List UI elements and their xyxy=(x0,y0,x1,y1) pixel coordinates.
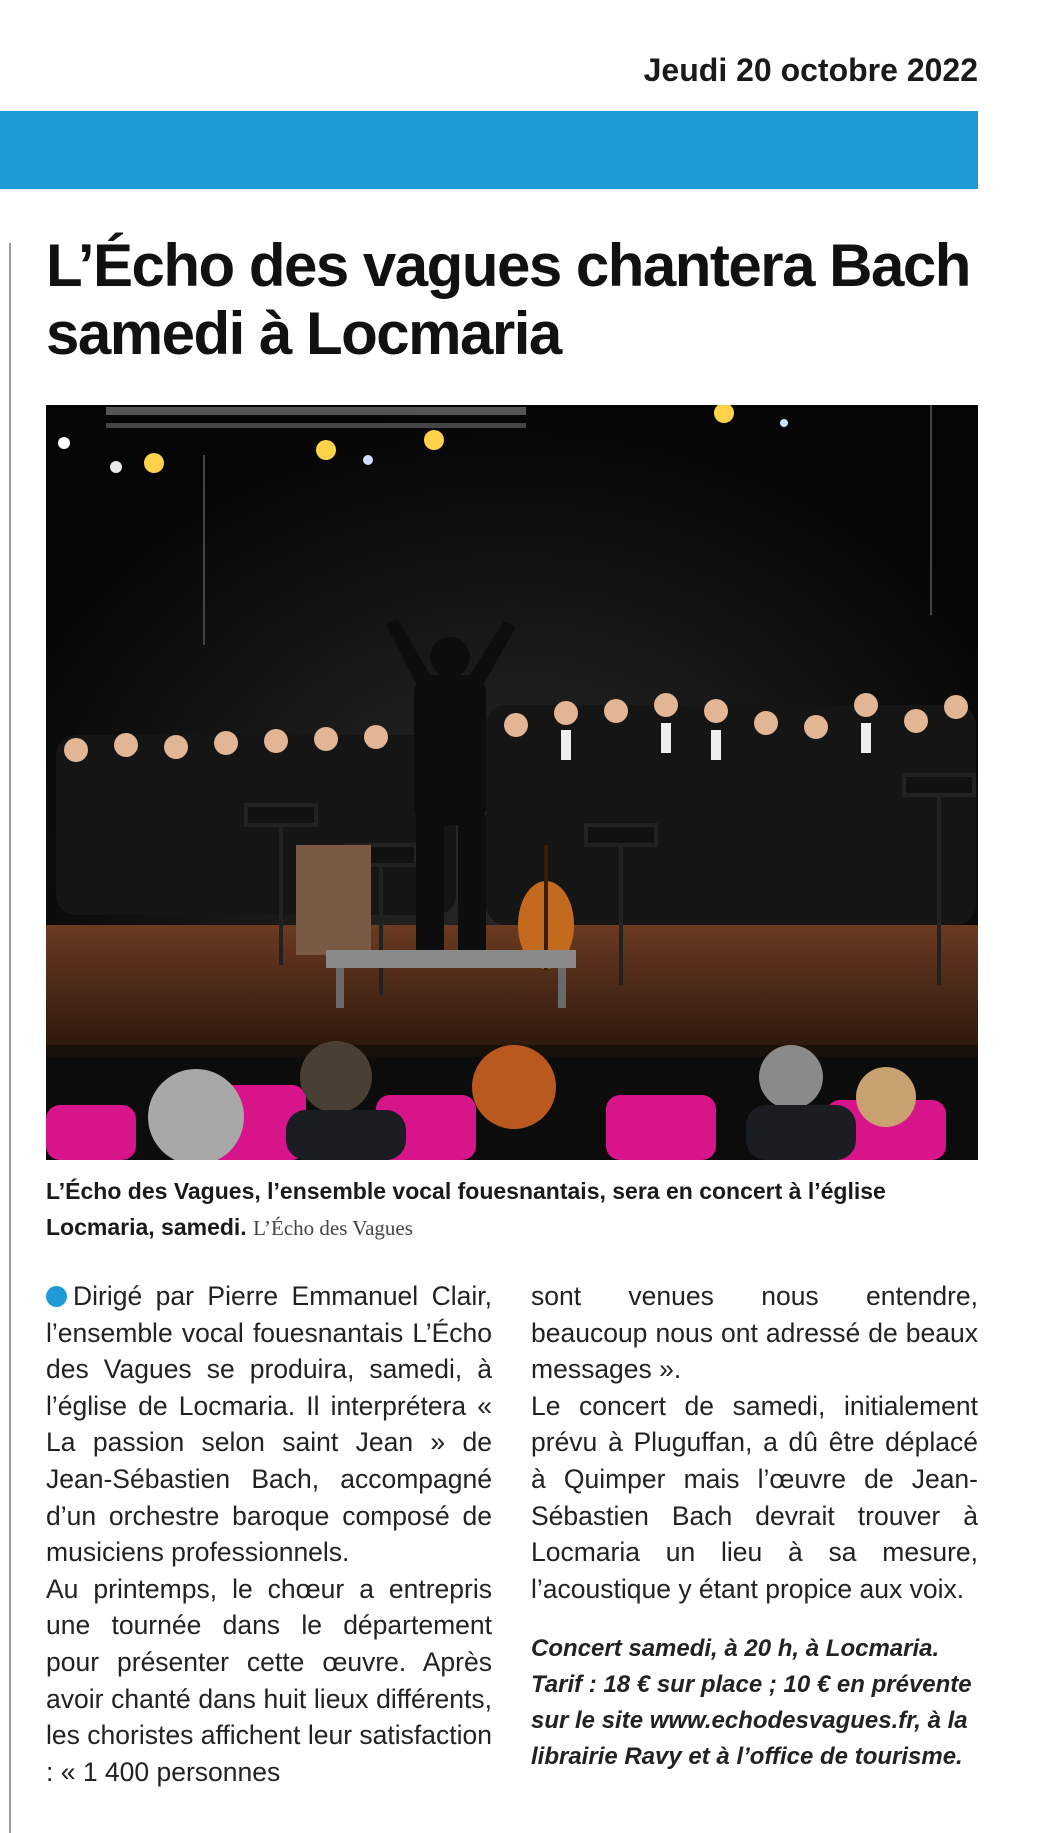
body-paragraph: sont venues nous entendre, beaucoup nous ont adressé de beaux messages ». xyxy=(531,1281,978,1385)
article-headline: L’Écho des vagues chantera Bach samedi à Locmaria xyxy=(46,232,970,367)
body-paragraph: Le concert de samedi, initialement prévu à Pluguffan, a dû être déplacé à Quimper mais l’œuvre de Jean-Sébastien Bach devrait trouver à Locmaria un lieu à sa mesure, l’acoustique y étant propice aux voix. xyxy=(531,1390,978,1604)
concert-illustration xyxy=(46,405,978,1160)
lead-paragraph xyxy=(46,1278,492,1571)
bullet-dot xyxy=(46,1286,67,1307)
article-column-2 xyxy=(531,1278,978,1775)
practical-info: Concert samedi, à 20 h, à Locmaria. Tarif : 18 € sur place ; 10 € en prévente sur le site www.echodesvagues.fr, à la librairie Ravy et à l’office de tourisme. xyxy=(531,1635,972,1771)
column-rule xyxy=(9,243,11,1833)
article-column-1 xyxy=(46,1278,492,1790)
header-color-band xyxy=(0,111,978,189)
photo-credit: L’Écho des Vagues xyxy=(253,1216,413,1240)
photo-caption xyxy=(46,1173,978,1246)
article-photo xyxy=(46,405,978,1160)
choir xyxy=(56,705,976,925)
issue-date: Jeudi 20 octobre 2022 xyxy=(643,52,978,88)
caption-text: L’Écho des Vagues, l’ensemble vocal fouesnantais, sera en concert à l’église Locmaria, samedi. xyxy=(46,1178,886,1240)
body-paragraph: Au printemps, le chœur a entrepris une tournée dans le département pour présenter cette œuvre. Après avoir chanté dans huit lieux différents, les choristes affichent leur satisfaction : « 1 400 personnes xyxy=(46,1573,492,1787)
lead-text: Dirigé par Pierre Emmanuel Clair, l’ensemble vocal fouesnantais L’Écho des Vagues se produira, samedi, à l’église de Locmaria. Il interprétera « La passion selon saint Jean » de Jean-Sébastien Bach, accompagné d’un orchestre baroque composé de musiciens professionnels. xyxy=(46,1281,492,1568)
